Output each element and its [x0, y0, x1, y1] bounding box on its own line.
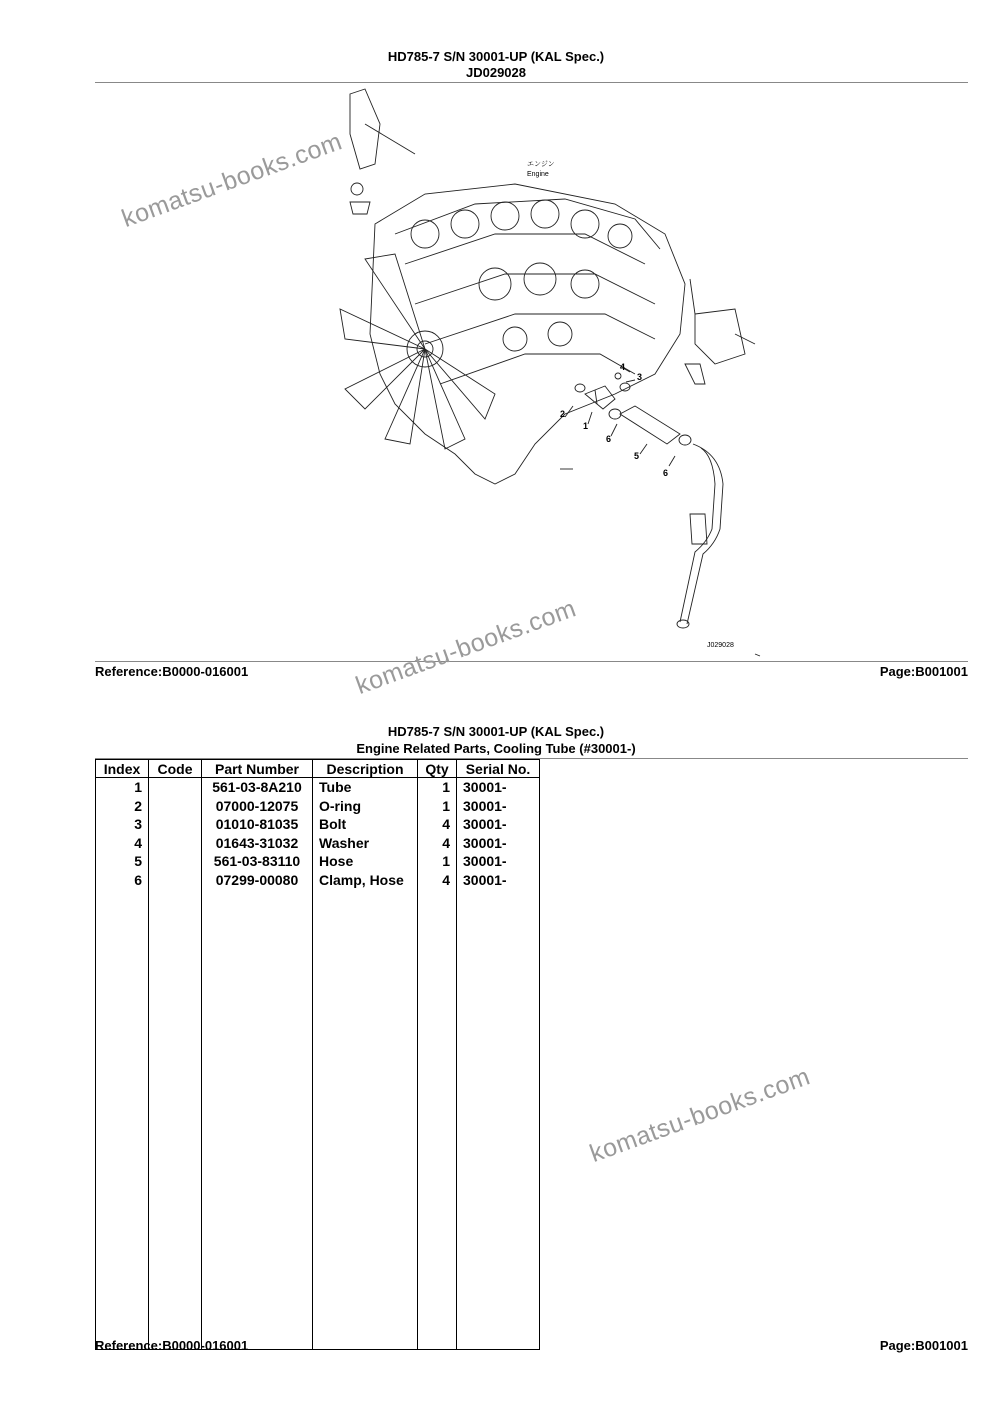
- engine-label: Engine: [527, 171, 549, 178]
- cell-serial: 30001-: [457, 834, 540, 853]
- cell-index: 1: [96, 778, 149, 797]
- section-model-title: HD785-7 S/N 30001-UP (KAL Spec.): [387, 724, 605, 739]
- cell-description: Clamp, Hose: [313, 871, 418, 890]
- cell-part-number: 01643-31032: [202, 834, 313, 853]
- cell-qty: 4: [418, 815, 457, 834]
- page-title: HD785-7 S/N 30001-UP (KAL Spec.): [387, 49, 605, 64]
- cell-code: [149, 778, 202, 797]
- cell-part-number: 561-03-8A210: [202, 778, 313, 797]
- header-serial: Serial No.: [457, 760, 540, 778]
- header-part-number: Part Number: [202, 760, 313, 778]
- cell-code: [149, 834, 202, 853]
- cell-serial: 30001-: [457, 797, 540, 816]
- figure-id: JD029028: [466, 65, 526, 80]
- table-row: [96, 797, 540, 816]
- cell-code: [149, 852, 202, 871]
- page-number-2: Page:B001001: [879, 1338, 968, 1353]
- cell-serial: 30001-: [457, 815, 540, 834]
- filler-cell: [313, 889, 418, 1350]
- filler-cell: [457, 889, 540, 1350]
- callout-1: 1: [583, 421, 589, 431]
- table-filler-row: [96, 889, 540, 1350]
- callout-4: 4: [620, 362, 626, 372]
- header-code: Code: [149, 760, 202, 778]
- cell-serial: 30001-: [457, 871, 540, 890]
- watermark: komatsu-books.com: [352, 594, 580, 701]
- reference-2: Reference:B0000-016001: [95, 1338, 249, 1353]
- cell-serial: 30001-: [457, 778, 540, 797]
- reference-1: Reference:B0000-016001: [95, 664, 249, 679]
- table-header-row: [96, 760, 540, 778]
- cell-description: Washer: [313, 834, 418, 853]
- cell-qty: 1: [418, 797, 457, 816]
- engine-label-jp: エンジン: [527, 161, 555, 168]
- cell-part-number: 01010-81035: [202, 815, 313, 834]
- filler-cell: [96, 889, 149, 1350]
- page-number-1: Page:B001001: [879, 664, 968, 679]
- table-row: [96, 778, 540, 797]
- cell-index: 6: [96, 871, 149, 890]
- cell-description: Bolt: [313, 815, 418, 834]
- cell-serial: 30001-: [457, 852, 540, 871]
- cell-index: 2: [96, 797, 149, 816]
- table-row: [96, 871, 540, 890]
- cell-code: [149, 797, 202, 816]
- cell-qty: 4: [418, 834, 457, 853]
- cell-description: Tube: [313, 778, 418, 797]
- callout-6b: 6: [663, 468, 669, 478]
- filler-cell: [149, 889, 202, 1350]
- parts-table: [95, 759, 540, 1350]
- filler-cell: [418, 889, 457, 1350]
- cell-index: 5: [96, 852, 149, 871]
- cell-index: 4: [96, 834, 149, 853]
- callout-6: 6: [606, 434, 612, 444]
- filler-cell: [202, 889, 313, 1350]
- cell-index: 3: [96, 815, 149, 834]
- footer-rule-1: [95, 661, 968, 662]
- table-row: [96, 834, 540, 853]
- cell-part-number: 07000-12075: [202, 797, 313, 816]
- cell-qty: 4: [418, 871, 457, 890]
- cell-description: Hose: [313, 852, 418, 871]
- cell-code: [149, 871, 202, 890]
- callout-5: 5: [634, 451, 640, 461]
- header-description: Description: [313, 760, 418, 778]
- cell-description: O-ring: [313, 797, 418, 816]
- cell-qty: 1: [418, 852, 457, 871]
- table-row: [96, 815, 540, 834]
- table-row: [96, 852, 540, 871]
- callout-2: 2: [560, 409, 566, 419]
- cell-part-number: 07299-00080: [202, 871, 313, 890]
- section-title: Engine Related Parts, Cooling Tube (#30001-): [356, 741, 636, 756]
- watermark: komatsu-books.com: [586, 1062, 814, 1169]
- header-index: Index: [96, 760, 149, 778]
- cell-part-number: 561-03-83110: [202, 852, 313, 871]
- drawing-code: J029028: [707, 642, 734, 649]
- header-qty: Qty: [418, 760, 457, 778]
- callout-3: 3: [637, 372, 643, 382]
- header-rule: [95, 82, 968, 83]
- cell-code: [149, 815, 202, 834]
- watermark: komatsu-books.com: [118, 127, 346, 234]
- cell-qty: 1: [418, 778, 457, 797]
